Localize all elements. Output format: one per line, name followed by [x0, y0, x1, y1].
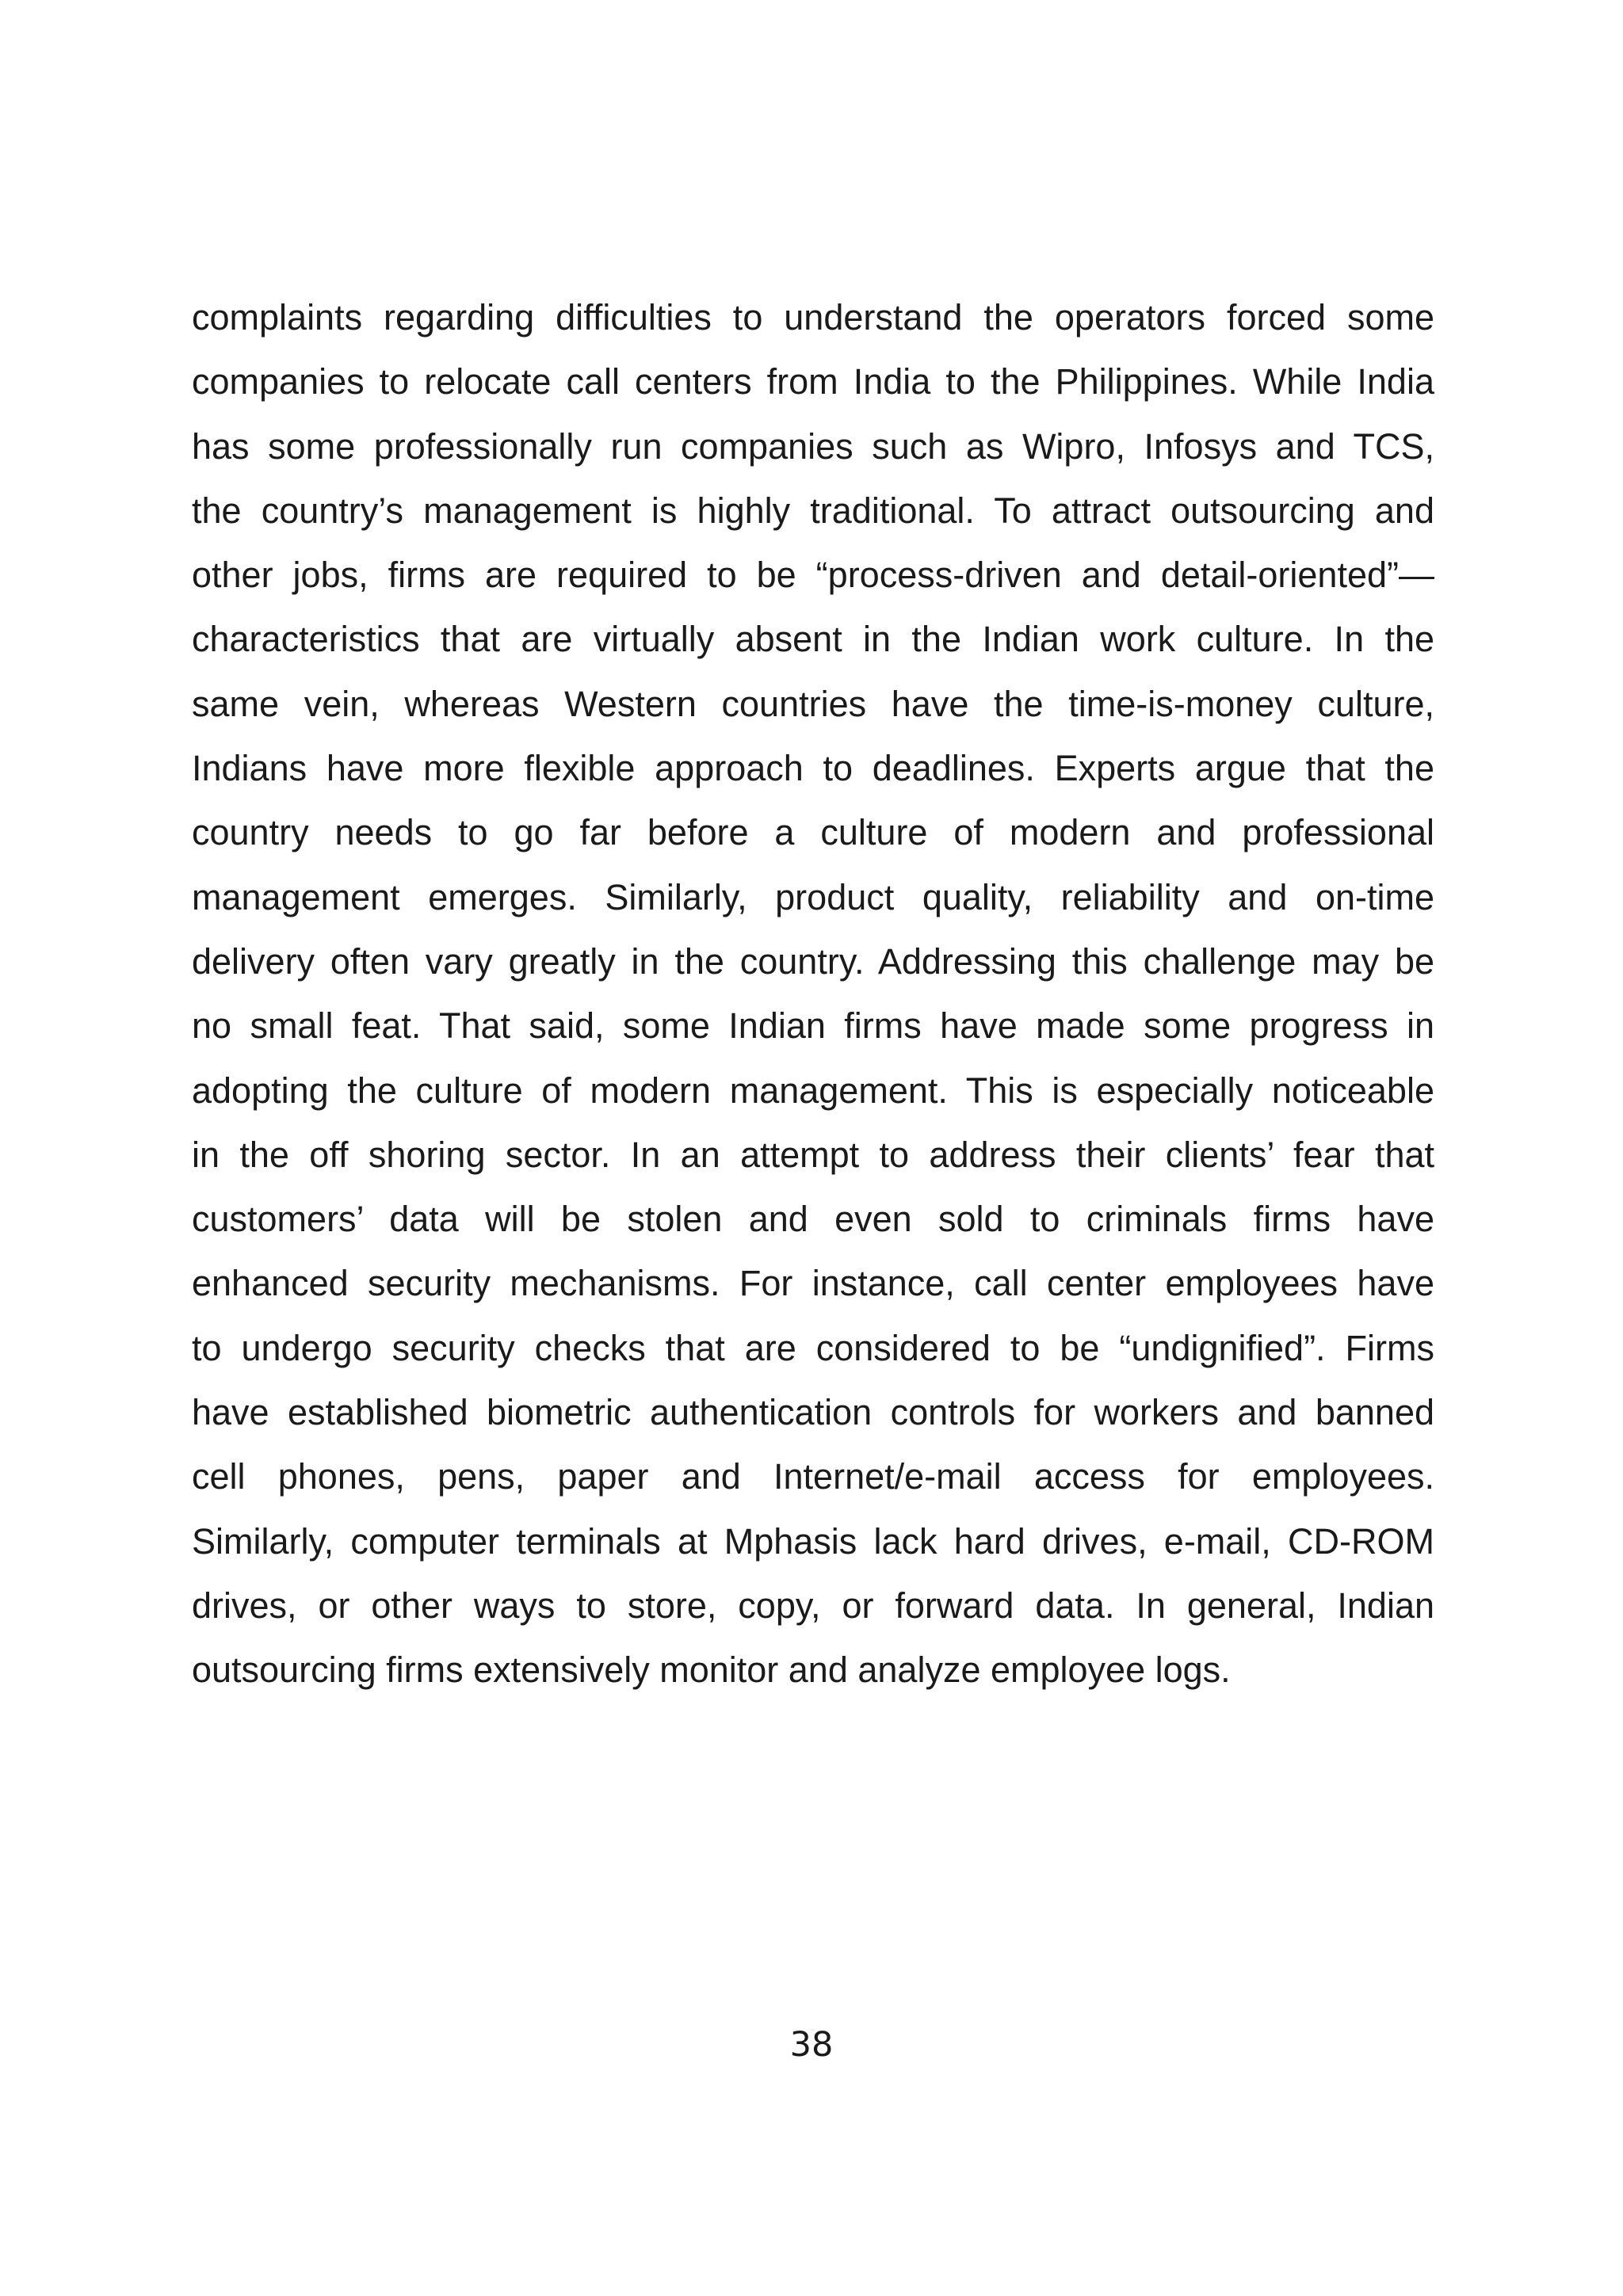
page-number: 38 [789, 2025, 834, 2065]
paragraph-line-21: drives, or other ways to store, copy, or forward data. In general, Indian [192, 1585, 1434, 1626]
paragraph-line-5: other jobs, firms are required to be “process-driven and detail-oriented”— [192, 555, 1434, 596]
paragraph-line-2: companies to relocate call centers from India to the Philippines. While India [192, 361, 1434, 402]
paragraph-line-7: same vein, whereas Western countries have the time-is-money culture, [192, 683, 1434, 724]
paragraph-line-18: have established biometric authentication controls for workers and banned [192, 1392, 1434, 1433]
paragraph-line-22: outsourcing firms extensively monitor and analyze employee logs. [192, 1650, 1231, 1691]
paragraph-line-19: cell phones, pens, paper and Internet/e-mail access for employees. [192, 1456, 1434, 1497]
paragraph-line-16: enhanced security mechanisms. For instance, call center employees have [192, 1263, 1434, 1304]
paragraph-line-3: has some professionally run companies such as Wipro, Infosys and TCS, [192, 425, 1434, 467]
paragraph-line-10: management emerges. Similarly, product quality, reliability and on-time [192, 876, 1434, 917]
body-paragraph [192, 285, 1434, 1703]
paragraph-line-8: Indians have more flexible approach to deadlines. Experts argue that the [192, 748, 1434, 789]
paragraph-line-20: Similarly, computer terminals at Mphasis lack hard drives, e-mail, CD-ROM [192, 1520, 1434, 1562]
paragraph-line-14: in the off shoring sector. In an attempt to address their clients’ fear that [192, 1134, 1434, 1175]
paragraph-line-17: to undergo security checks that are considered to be “undignified”. Firms [192, 1327, 1434, 1368]
paragraph-line-6: characteristics that are virtually absent in the Indian work culture. In the [192, 619, 1434, 660]
paragraph-line-15: customers’ data will be stolen and even sold to criminals firms have [192, 1199, 1434, 1240]
paragraph-line-4: the country’s management is highly traditional. To attract outsourcing and [192, 490, 1434, 531]
paragraph-line-13: adopting the culture of modern management. This is especially noticeable [192, 1070, 1434, 1111]
paragraph-line-1: complaints regarding difficulties to understand the operators forced some [192, 297, 1434, 338]
paragraph-line-12: no small feat. That said, some Indian firms have made some progress in [192, 1005, 1434, 1047]
paragraph-line-9: country needs to go far before a culture of modern and professional [192, 812, 1434, 853]
paragraph-line-11: delivery often vary greatly in the country. Addressing this challenge may be [192, 940, 1434, 982]
